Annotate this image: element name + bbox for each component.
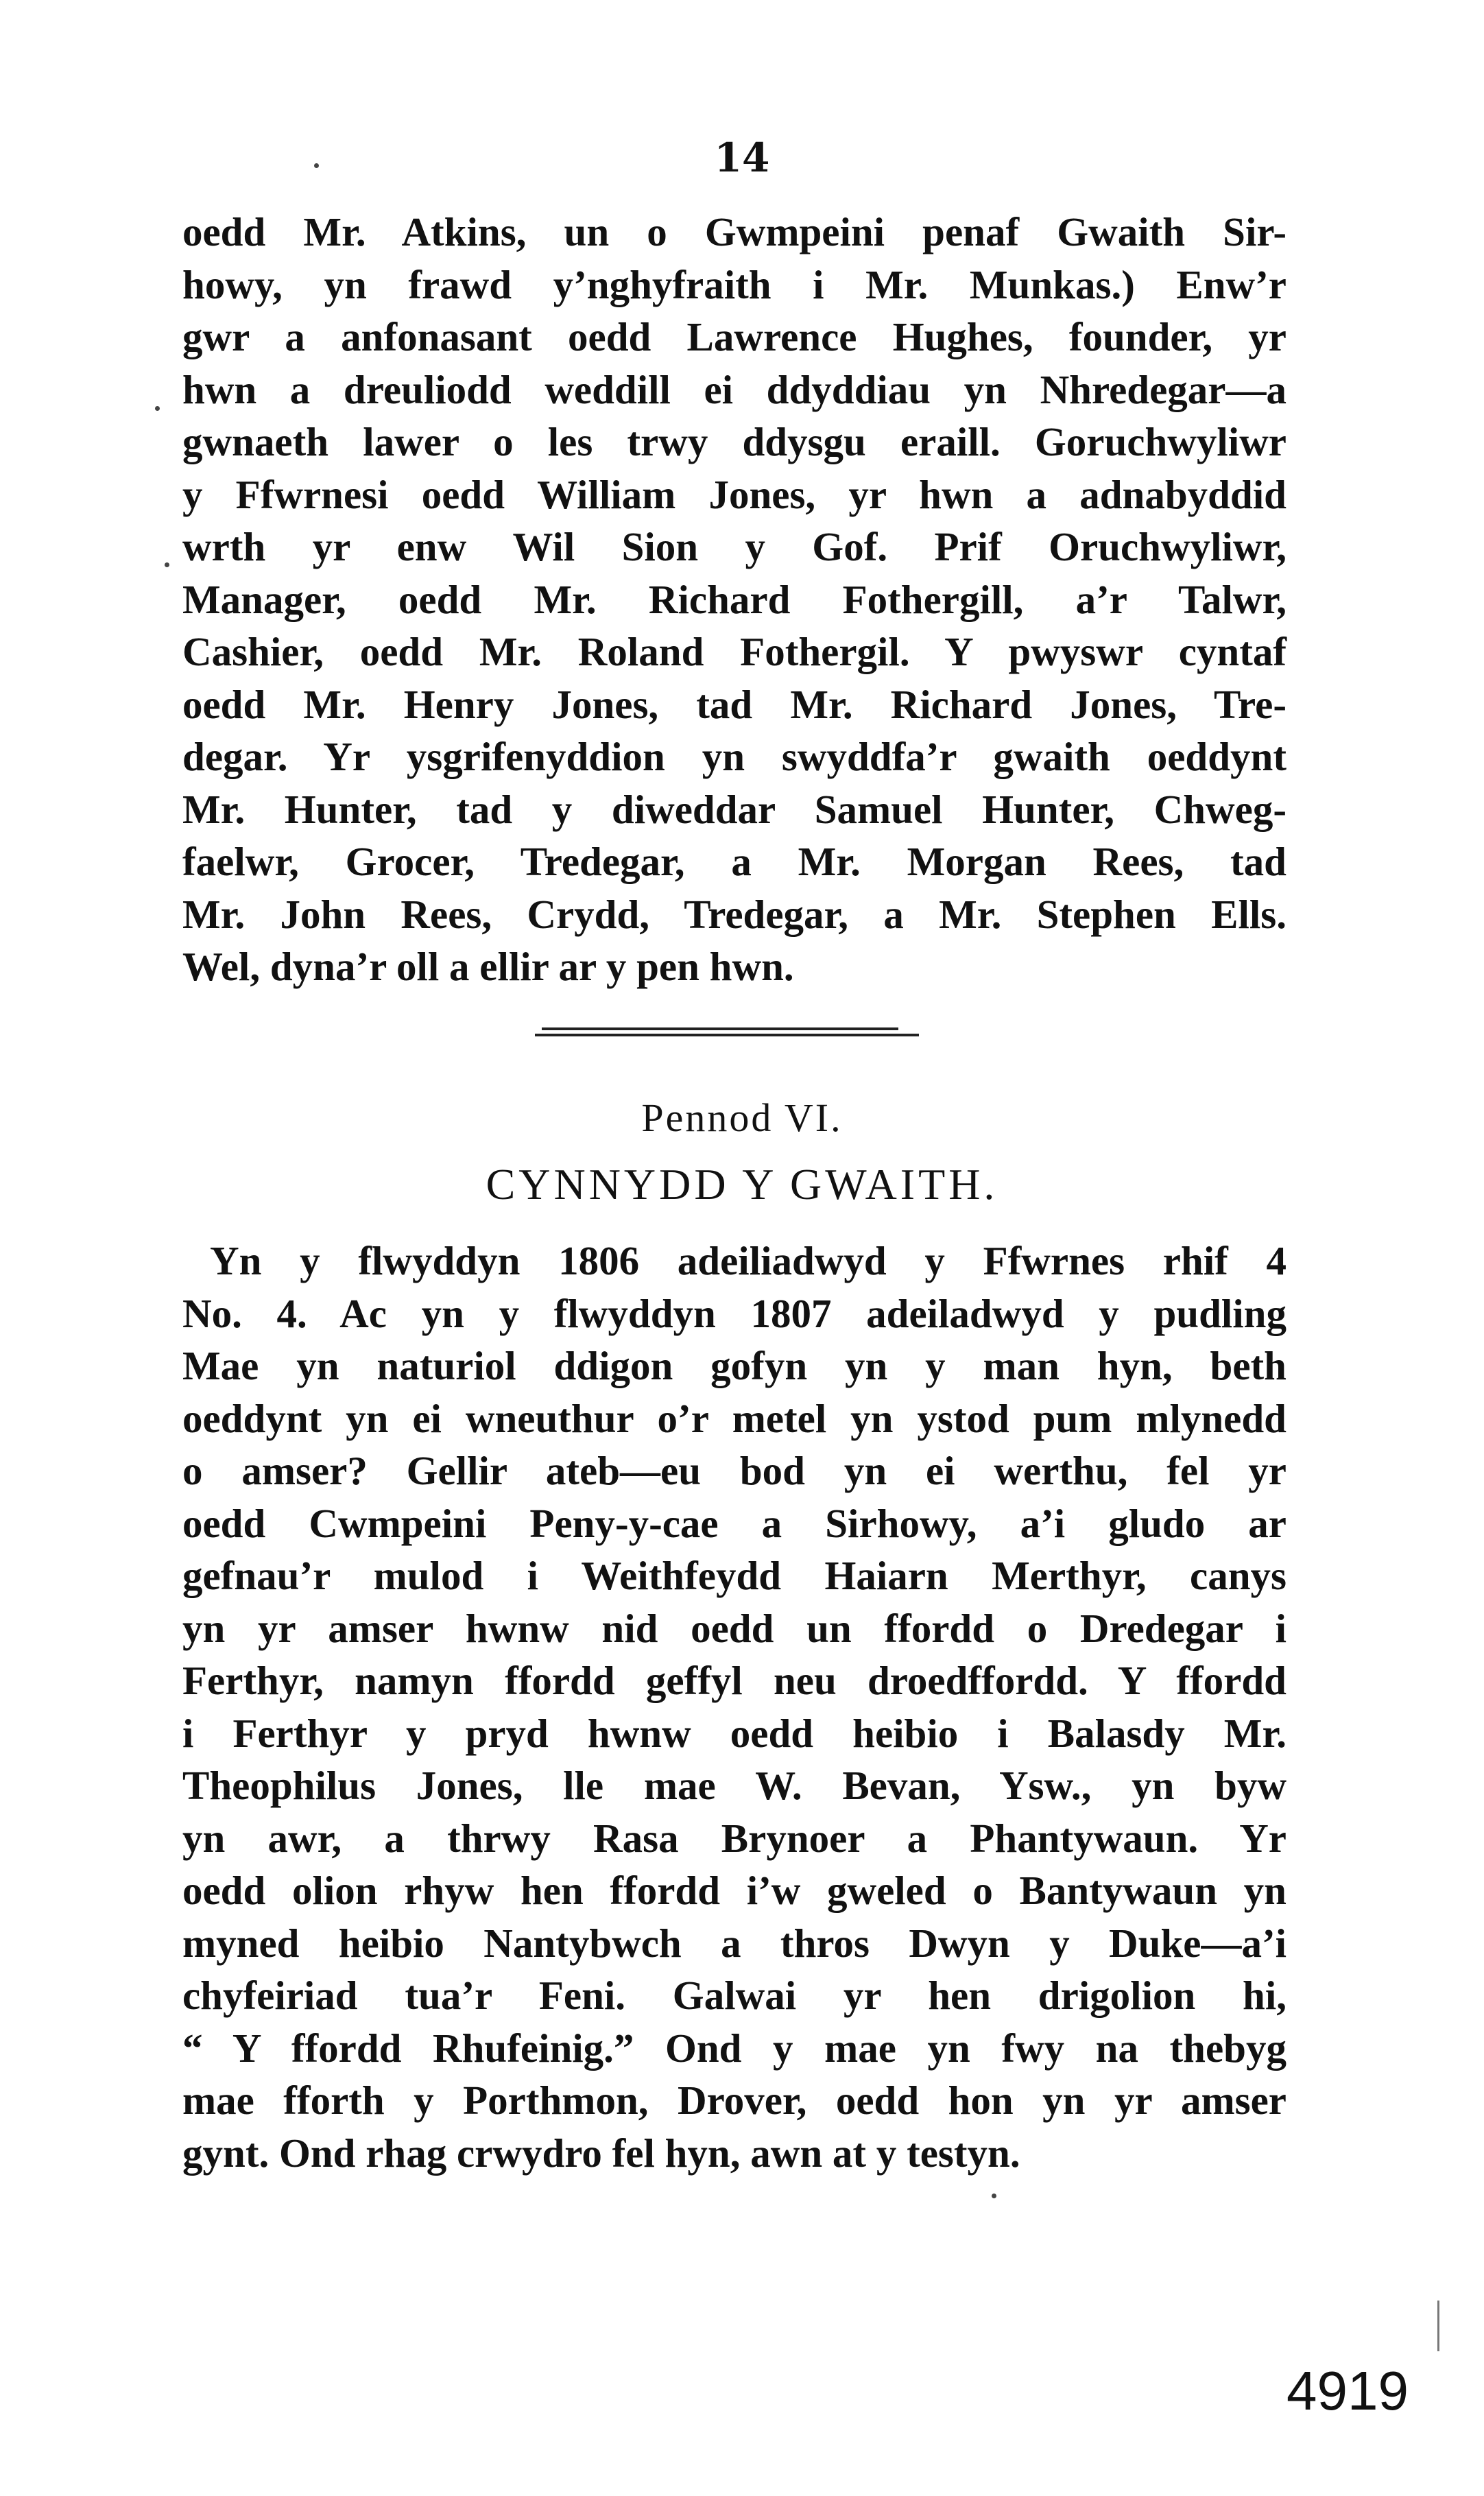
paragraph-2 — [182, 1235, 1286, 2179]
text-line: o amser? Gellir ateb—eu bod yn ei werthu, fel yr — [182, 1448, 1286, 1493]
text-line: wrth yr enw Wil Sion y Gof. Prif Oruchwyliwr, — [182, 524, 1286, 569]
text-line: gynt. Ond rhag crwydro fel hyn, awn at y testyn. — [182, 2130, 1020, 2176]
text-line: Manager, oedd Mr. Richard Fothergill, a’r Talwr, — [182, 576, 1286, 622]
text-line: Mr. John Rees, Crydd, Tredegar, a Mr. Stephen Ells. — [182, 891, 1286, 937]
page-number: 14 — [714, 134, 770, 181]
text-line: Ferthyr, namyn ffordd geffyl neu droedffordd. Y ffordd — [182, 1658, 1286, 1703]
text-line: hwn a dreuliodd weddill ei ddyddiau yn Nhredegar—a — [182, 366, 1286, 412]
text-line: Theophilus Jones, lle mae W. Bevan, Ysw., yn byw — [182, 1763, 1286, 1808]
scan-edge-mark — [1437, 2301, 1439, 2351]
text-line: y Ffwrnesi oedd William Jones, yr hwn a adnabyddid — [182, 471, 1286, 517]
text-line: yn awr, a thrwy Rasa Brynoer a Phantywaun. Yr — [182, 1815, 1286, 1861]
text-line: howy, yn frawd y’nghyfraith i Mr. Munkas.) Enw’r — [182, 261, 1286, 307]
text-line: gefnau’r mulod i Weithfeydd Haiarn Merthyr, canys — [182, 1553, 1286, 1598]
text-line: faelwr, Grocer, Tredegar, a Mr. Morgan Rees, tad — [182, 839, 1286, 884]
margin-dot — [992, 2194, 996, 2198]
text-line: Cashier, oedd Mr. Roland Fothergil. Y pwyswr cyntaf — [182, 629, 1286, 674]
text-line: oedd Mr. Henry Jones, tad Mr. Richard Jones, Tre- — [182, 681, 1286, 727]
chapter-title: CYNNYDD Y GWAITH. — [486, 1160, 998, 1209]
text-line: gwr a anfonasant oedd Lawrence Hughes, founder, yr — [182, 314, 1286, 359]
text-line: yn yr amser hwnw nid oedd un ffordd o Dredegar i — [182, 1605, 1286, 1651]
text-line: gwnaeth lawer o les trwy ddysgu eraill. Goruchwyliwr — [182, 419, 1286, 464]
chapter-label: Pennod VI. — [641, 1095, 843, 1140]
catalog-number: 4919 — [1286, 2360, 1409, 2421]
text-line: chyfeiriad tua’r Feni. Galwai yr hen drigolion hi, — [182, 1973, 1286, 2018]
text-line: mae fforth y Porthmon, Drover, oedd hon yn yr amser — [182, 2078, 1286, 2123]
text-line: oedd Cwmpeini Peny-y-cae a Sirhowy, a’i gludo ar — [182, 1500, 1286, 1546]
paragraph-1 — [182, 206, 1286, 993]
text-line: oeddynt yn ei wneuthur o’r metel yn ystod pum mlynedd — [182, 1395, 1286, 1441]
text-line: Yn y flwyddyn 1806 adeiliadwyd y Ffwrnes rhif 4 — [210, 1238, 1286, 1283]
margin-dot — [165, 562, 169, 567]
text-line: No. 4. Ac yn y flwyddyn 1807 adeiladwyd y pudling — [182, 1290, 1286, 1336]
text-line: myned heibio Nantybwch a thros Dwyn y Duke—a’i — [182, 1920, 1286, 1966]
text-line: Mae yn naturiol ddigon gofyn yn y man hyn, beth — [182, 1343, 1286, 1388]
text-line: oedd olion rhyw hen ffordd i’w gweled o Bantywaun yn — [182, 1868, 1286, 1913]
text-line: i Ferthyr y pryd hwnw oedd heibio i Balasdy Mr. — [182, 1710, 1286, 1756]
margin-dot — [314, 163, 319, 168]
text-line: degar. Yr ysgrifenyddion yn swyddfa’r gwaith oeddynt — [182, 734, 1286, 779]
text-line: Wel, dyna’r oll a ellir ar y pen hwn. — [182, 944, 794, 989]
text-line: oedd Mr. Atkins, un o Gwmpeini penaf Gwaith Sir- — [182, 209, 1286, 254]
text-line: Mr. Hunter, tad y diweddar Samuel Hunter, Chweg- — [182, 786, 1286, 832]
section-divider — [535, 1027, 919, 1037]
text-line: “ Y ffordd Rhufeinig.” Ond y mae yn fwy na thebyg — [182, 2025, 1286, 2071]
margin-dot — [155, 406, 160, 411]
